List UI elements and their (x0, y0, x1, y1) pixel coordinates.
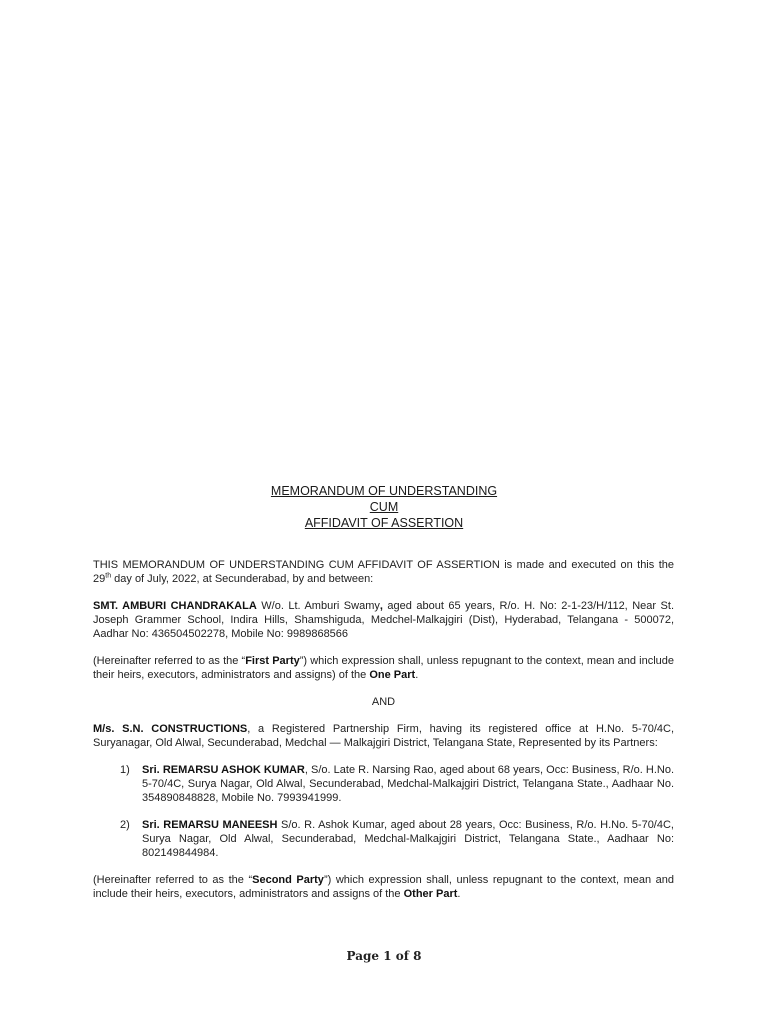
other-part-term: Other Part (403, 888, 458, 900)
title-line-2: CUM (369, 500, 399, 514)
and-separator: AND (371, 696, 396, 708)
first-party-term: First Party (245, 655, 300, 667)
page-number: 1 (383, 949, 392, 963)
title-line-1: MEMORANDUM OF UNDERSTANDING (270, 484, 498, 498)
intro-paragraph: THIS MEMORANDUM OF UNDERSTANDING CUM AFFIDAVIT OF ASSERTION is made and executed on this the 29th day of July, 2022, at Secunderabad, by and between: (93, 559, 674, 585)
first-party-paragraph: SMT. AMBURI CHANDRAKALA W/o. Lt. Amburi Swamy, aged about 65 years, R/o. H. No: 2-1-23/H/112, Near St. Joseph Grammer School, Indira Hills, Shamshiguda, Medchel-Malkajgiri (Dist), Hyderabad, Telangana - 500072, Aadhar No: 436504502278, Mobile No: 9989868566 (93, 600, 675, 640)
document-body (93, 558, 674, 914)
second-party-term: Second Party (252, 874, 324, 886)
second-party-paragraph: M/s. S.N. CONSTRUCTIONS, a Registered Partnership Firm, having its registered office at H.No. 5-70/4C, Suryanagar, Old Alwal, Secunderabad, Medchal — Malkajgiri District, Telangana State, Represented by its Partners: (93, 723, 675, 749)
partner-number: 1) (120, 764, 130, 776)
second-party-reference: (Hereinafter referred to as the “Second Party”) which expression shall, unless repugnant to the context, mean and include their heirs, executors, administrators and assigns of the Other Part. (93, 874, 674, 900)
first-party-name: SMT. AMBURI CHANDRAKALA (93, 600, 257, 612)
partner-item: 1) Sri. REMARSU ASHOK KUMAR, S/o. Late R. Narsing Rao, aged about 68 years, Occ: Business, R/o. H.No. 5-70/4C, Surya Nagar, Old Alwal, Secunderabad, Medchal-Malkajgiri District, Telangana State., Aadhaar No. 354890848828, Mobile No. 7993941999. (120, 764, 675, 804)
title-line-3: AFFIDAVIT OF ASSERTION (304, 516, 464, 530)
document-title (0, 483, 768, 531)
partner-name: Sri. REMARSU MANEESH (142, 819, 278, 831)
page-total: 8 (413, 949, 422, 963)
partner-item: 2) Sri. REMARSU MANEESH S/o. R. Ashok Kumar, aged about 28 years, Occ: Business, R/o. H.No. 5-70/4C, Surya Nagar, Old Alwal, Secunderabad, Medchal-Malkajgiri District, Telangana State., Aadhaar No: 802149844984. (120, 819, 674, 859)
one-part-term: One Part (369, 669, 416, 681)
partner-number: 2) (120, 819, 130, 831)
page-footer: Page 1 of 8 (346, 949, 422, 963)
second-party-name: M/s. S.N. CONSTRUCTIONS (93, 723, 248, 735)
ordinal-suffix: th (105, 572, 112, 580)
partner-name: Sri. REMARSU ASHOK KUMAR (142, 764, 305, 776)
first-party-reference: (Hereinafter referred to as the “First Party”) which expression shall, unless repugnant to the context, mean and include their heirs, executors, administrators and assigns) of the One Part. (93, 655, 674, 681)
